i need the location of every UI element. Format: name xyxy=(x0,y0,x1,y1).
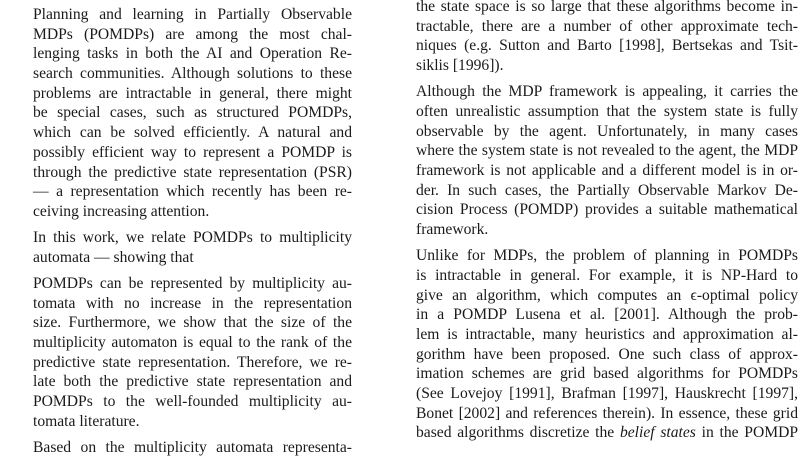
text-segment: in the POMDP xyxy=(695,424,799,442)
text-line xyxy=(33,64,352,84)
text-segment: observable by the agent. Unfortunately, in many cases xyxy=(416,122,798,140)
text-segment: search communities. Although solutions to these xyxy=(33,65,352,83)
text-segment: often unrealistic assumption that the system state is fully xyxy=(416,102,798,120)
text-line xyxy=(33,294,352,314)
text-segment: problems are intractable in general, there might xyxy=(33,84,352,102)
text-line xyxy=(416,161,798,181)
text-segment: siklis [1996]). xyxy=(416,57,504,75)
text-line xyxy=(33,333,352,353)
text-line xyxy=(416,36,798,56)
text-segment: possibly efficient way to represent a POMDP is xyxy=(33,143,352,161)
text-segment: is intractable in general. For example, it is NP-Hard to xyxy=(416,266,798,284)
text-line xyxy=(416,246,798,266)
text-segment: where the system state is not revealed to the agent, the MDP xyxy=(416,142,798,160)
text-segment: cision Process (POMDP) provides a suitable mathematical xyxy=(416,201,798,219)
text-line xyxy=(416,102,798,122)
text-segment: tractable, there are a number of other approximate tech- xyxy=(416,17,798,35)
text-line xyxy=(416,220,798,240)
text-line xyxy=(33,438,352,458)
text-line xyxy=(416,181,798,201)
text-line xyxy=(416,404,798,424)
text-line xyxy=(416,82,798,102)
text-segment: give an algorithm, which computes an ϵ-optimal policy xyxy=(416,286,798,304)
text-segment: niques (e.g. Sutton and Barto [1998], Bertsekas and Tsit- xyxy=(416,37,798,55)
text-line xyxy=(416,305,798,325)
text-line xyxy=(416,266,798,286)
text-line xyxy=(416,200,798,220)
text-line xyxy=(33,103,352,123)
text-segment: (See Lovejoy [1991], Brafman [1997], Hauskrecht [1997], xyxy=(416,385,798,403)
text-line xyxy=(416,325,798,345)
text-line xyxy=(33,353,352,373)
text-line xyxy=(416,345,798,365)
text-segment: the state space is so large that these algorithms become in- xyxy=(416,0,798,15)
text-segment: gorithm have been proposed. One such class of approx- xyxy=(416,345,798,363)
text-segment: framework. xyxy=(416,221,489,239)
text-line xyxy=(416,141,798,161)
text-segment: Although the MDP framework is appealing, it carries the xyxy=(416,83,798,101)
text-segment: POMDPs to the well-founded multiplicity au- xyxy=(33,393,352,411)
text-line xyxy=(416,423,798,443)
text-segment: in a POMDP Lusena et al. [2001]. Although the prob- xyxy=(416,306,798,324)
text-line xyxy=(416,286,798,306)
text-segment: lenging tasks in both the AI and Operation Re- xyxy=(33,45,352,63)
text-segment: POMDPs can be represented by multiplicity au- xyxy=(33,274,352,292)
text-segment: der. In such cases, the Partially Observable Markov De- xyxy=(416,181,798,199)
text-line xyxy=(33,44,352,64)
text-line xyxy=(33,182,352,202)
paragraph xyxy=(33,274,352,432)
paragraph xyxy=(416,0,798,76)
text-segment: Based on the multiplicity automata representa- xyxy=(33,438,352,456)
text-line xyxy=(416,0,798,17)
text-segment: lem is intractable, many heuristics and approximation al- xyxy=(416,326,798,343)
text-line xyxy=(33,392,352,412)
paragraph xyxy=(416,246,798,443)
text-segment: which can be solved efficiently. A natural and xyxy=(33,124,352,142)
text-segment: late both the predictive state representation and xyxy=(33,373,352,391)
text-line xyxy=(33,248,352,268)
text-line xyxy=(33,412,352,432)
text-segment: Bonet [2002] and references therein). In essence, these grid xyxy=(416,404,798,422)
text-segment: be special cases, such as structured POMDPs, xyxy=(33,104,352,122)
text-segment: automata — showing that xyxy=(33,248,194,266)
text-segment: ceiving increasing attention. xyxy=(33,202,210,220)
text-segment: multiplicity automaton is equal to the rank of the xyxy=(33,334,352,351)
text-line xyxy=(33,84,352,104)
text-line xyxy=(33,123,352,143)
text-line xyxy=(33,372,352,392)
text-line xyxy=(33,25,352,45)
text-line xyxy=(33,228,352,248)
paragraph xyxy=(33,438,352,458)
text-segment: based algorithms discretize the xyxy=(416,424,620,442)
text-line xyxy=(416,122,798,142)
right-text-column xyxy=(416,0,798,450)
paragraph xyxy=(33,228,352,267)
text-segment: Planning and learning in Partially Observable xyxy=(33,6,352,23)
text-segment: tomata literature. xyxy=(33,412,140,430)
text-line xyxy=(33,313,352,333)
text-segment: predictive state representation. Therefore, we re- xyxy=(33,353,352,371)
text-segment: through the predictive state representation (PSR) xyxy=(33,163,352,181)
text-segment: imation schemes are grid based algorithms for POMDPs xyxy=(416,365,798,383)
text-segment: framework is not applicable and a different model is in or- xyxy=(416,162,798,179)
text-segment: size. Furthermore, we show that the size of the xyxy=(33,314,352,332)
text-line xyxy=(416,364,798,384)
left-text-column xyxy=(33,5,352,464)
text-line xyxy=(416,17,798,37)
text-segment: Unlike for MDPs, the problem of planning in POMDPs xyxy=(416,247,798,265)
text-line xyxy=(33,202,352,222)
text-line xyxy=(33,163,352,183)
text-line xyxy=(416,384,798,404)
text-line xyxy=(33,143,352,163)
text-line xyxy=(416,56,798,76)
paragraph xyxy=(416,82,798,240)
italic-term: belief states xyxy=(619,424,696,442)
text-segment: MDPs (POMDPs) are among the most chal- xyxy=(33,25,352,43)
text-segment: In this work, we relate POMDPs to multiplicity xyxy=(33,229,352,247)
text-segment: — a representation which recently has been re- xyxy=(33,183,352,201)
text-line xyxy=(33,274,352,294)
text-segment: tomata with no increase in the representation xyxy=(33,294,352,312)
text-line xyxy=(33,5,352,25)
paragraph xyxy=(33,5,352,222)
